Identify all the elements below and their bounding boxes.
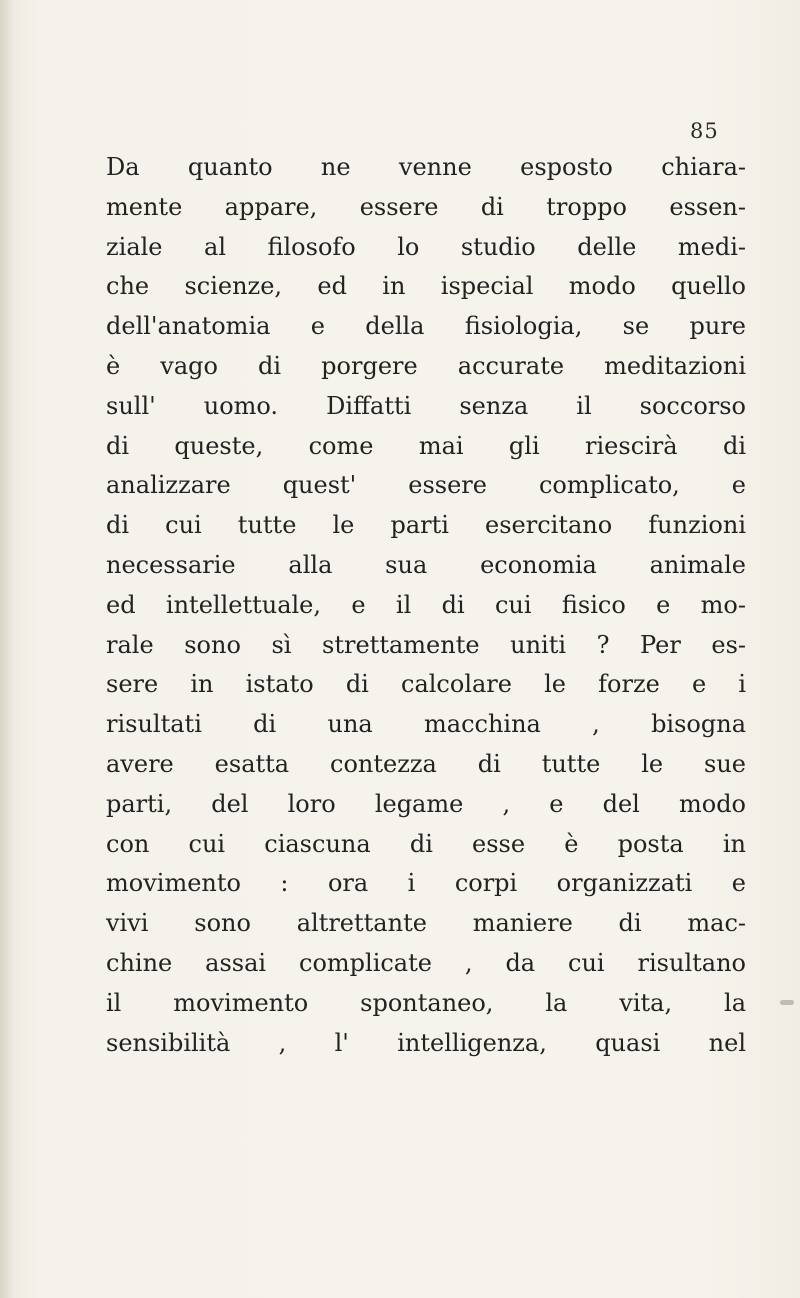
text-line: mente appare, essere di troppo essen- bbox=[106, 192, 746, 221]
text-line: vivi sono altrettante maniere di mac- bbox=[106, 909, 746, 938]
text-line: movimento : ora i corpi organizzati e bbox=[106, 869, 746, 898]
text-line: sere in istato di calcolare le forze e i bbox=[106, 670, 746, 699]
text-line: ziale al filosofo lo studio delle medi- bbox=[106, 232, 746, 261]
page-number: 85 bbox=[690, 119, 719, 143]
text-line: avere esatta contezza di tutte le sue bbox=[106, 749, 746, 778]
binding-shadow bbox=[0, 0, 14, 1298]
text-line: ed intellettuale, e il di cui fisico e mo- bbox=[106, 590, 746, 619]
text-line: sensibilità , l' intelligenza, quasi nel bbox=[106, 1028, 746, 1057]
text-line: il movimento spontaneo, la vita, la bbox=[106, 988, 746, 1017]
body-text bbox=[106, 148, 746, 1063]
ink-smudge bbox=[780, 1000, 794, 1005]
text-line: Da quanto ne venne esposto chiara- bbox=[106, 153, 746, 181]
text-line: è vago di porgere accurate meditazioni bbox=[106, 351, 746, 380]
text-line: risultati di una macchina , bisogna bbox=[106, 710, 746, 739]
text-line: parti, del loro legame , e del modo bbox=[106, 789, 746, 818]
text-line: chine assai complicate , da cui risultano bbox=[106, 948, 746, 977]
text-line: di cui tutte le parti esercitano funzioni bbox=[106, 511, 746, 540]
text-line: di queste, come mai gli riescirà di bbox=[106, 431, 746, 460]
text-line: con cui ciascuna di esse è posta in bbox=[106, 829, 746, 858]
text-line: necessarie alla sua economia animale bbox=[106, 550, 746, 579]
text-line: che scienze, ed in ispecial modo quello bbox=[106, 272, 746, 301]
text-line: sull' uomo. Diffatti senza il soccorso bbox=[106, 391, 746, 420]
text-line: analizzare quest' essere complicato, e bbox=[106, 471, 746, 500]
text-line: dell'anatomia e della fisiologia, se pure bbox=[106, 312, 746, 341]
text-line: rale sono sì strettamente uniti ? Per es- bbox=[106, 630, 746, 659]
